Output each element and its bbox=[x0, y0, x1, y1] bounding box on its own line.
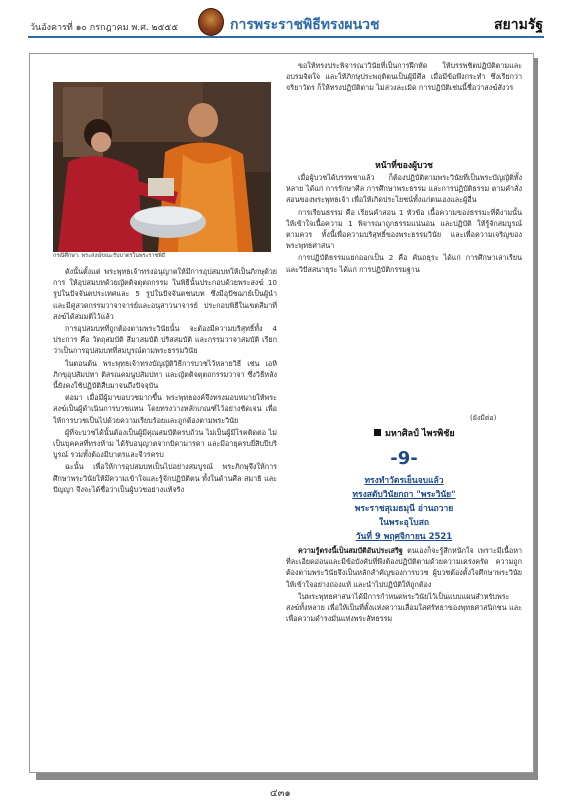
left-paragraph: การอุปสมบทที่ถูกต้องตามพระวินัยนั้น จะต้องมีความบริสุทธิ์ทั้ง 4 ประการ คือ วัตถุสมบัติ สีมาสมบัติ ปริสสมบัติ และกรรมวาจาสมบัติ เรียกว่าเป็นการอุปสมบทที่สมบูรณ์ตามพระธรรมวินัย bbox=[53, 324, 277, 356]
article-photo bbox=[53, 82, 271, 252]
issue-date: วันอังคารที่ ๑๐ กรกฎาคม พ.ศ. ๒๕๕๕ bbox=[30, 23, 179, 33]
chapter-paragraph: ในพระพุทธศาสนาได้มีการกำหนดพระวินัยไว้เป็นแบบแผนสำหรับพระสงฆ์ทั้งหลาย เพื่อให้เป็นที่ตั้งแห่งความเลื่อมใสศรัทธาของพุทธศาสนิกชน และเพื่อความดำรงมั่นแห่งพระสัทธรรม bbox=[286, 591, 522, 624]
chapter-title-line: ทรงทำวัตรเย็นจบแล้ว bbox=[364, 476, 444, 486]
photo-illustration bbox=[53, 82, 271, 252]
page-header bbox=[0, 0, 570, 40]
panel-shadow-bottom bbox=[36, 772, 538, 780]
section-title: การพระราชพิธีทรงผนวช bbox=[230, 17, 380, 33]
chapter-title-line: พระราชสุเมธมุนี อ่านถวาย bbox=[354, 504, 454, 514]
chapter-title-line: ทรงสดับวินัยกถา "พระวินัย" bbox=[352, 490, 456, 500]
header-rule bbox=[28, 36, 544, 38]
left-column bbox=[53, 266, 277, 760]
photo-caption: กรณีศึกษา: พระสงฆ์ขณะรับบาตรในพระราชพิธี bbox=[53, 253, 166, 259]
royal-emblem-icon bbox=[198, 8, 224, 36]
chapter-title bbox=[286, 474, 522, 544]
bullet-square-icon bbox=[374, 429, 381, 436]
left-paragraph: ต่อมา เมื่อมีผู้มาขอบวชมากขึ้น พระพุทธองค์จึงทรงมอบหมายให้พระสงฆ์เป็นผู้ดำเนินการบวชแทน โดยทรงวางหลักเกณฑ์ไว้อย่างชัดเจน เพื่อให้การบวชเป็นไปด้วยความเรียบร้อยและถูกต้องตามพระวินัย bbox=[53, 393, 277, 425]
left-paragraph: ฉะนั้น เพื่อให้การอุปสมบทเป็นไปอย่างสมบูรณ์ พระภิกษุจึงให้การศึกษาพระวินัยให้มีความเข้าใจและรู้จักปฏิบัติตน ทั้งในด้านศีล สมาธิ และปัญญา จึงจะได้ชื่อว่าเป็นผู้บวชอย่างแท้จริง bbox=[53, 462, 277, 494]
right-intro-column bbox=[286, 60, 522, 156]
page-number: ๔๓๑ bbox=[270, 788, 291, 799]
right-intro-paragraph: ขอให้ทรงประพิจารณาวินัยที่เป็นการฝึกหัด ให้บรรพชิตปฏิบัติตามและอบรมจิตใจ และให้ภิกษุประพฤติตนเป็นผู้มีศีล เมื่อมีข้อพึงกระทำ ซึ่งเรียกว่า จริยาวัตร ก็ให้ทรงปฏิบัติตาม ไม่ล่วงละเมิด การปฏิบัติเช่นนี้ชื่อว่าสงฆ์สังวร bbox=[286, 61, 522, 93]
author-byline bbox=[374, 426, 455, 440]
chapter-lead: ความรู้ตรงนี้เป็นสมบัติอันประเสริฐ bbox=[298, 546, 403, 555]
left-paragraph: ดังนั้นตั้งแต่ พระพุทธเจ้าทรงอนุญาตให้มีการอุปสมบทให้เป็นภิกษุด้วยการ ให้อุปสมบทด้วยญัตติจตุตถกรรม ในพิธีนั้นประกอบด้วยพระสงฆ์ 10 รูปในปัจจันตประเทศและ 5 รูปในปัจจันตชนบท ซึ่งมีอุปัชฌาย์เป็นผู้นำและมีคู่สวดกรรมวาจาจารย์และอนุสาวนาจารย์ ประกอบพิธีในเขตสีมาที่สงฆ์ได้สมมติไว้แล้ว bbox=[53, 267, 277, 321]
chapter-title-line: วันที่ 9 พฤศจิกายน 2521 bbox=[355, 532, 453, 542]
chapter-body-column bbox=[286, 545, 522, 760]
continued-note: (ยังมีต่อ) bbox=[470, 414, 497, 422]
left-paragraph: ผู้ที่จะบวชได้นั้นต้องเป็นผู้มีคุณสมบัติครบถ้วน ไม่เป็นผู้มีโรคติดต่อ ไม่เป็นบุคคลที่ทรงห้าม ได้รับอนุญาตจากบิดามารดา และมีอายุครบยี่สิบปีบริบูรณ์ รวมทั้งต้องมีบาตรและจีวรครบ bbox=[53, 427, 277, 460]
left-paragraph: ในตอนต้น พระพุทธเจ้าทรงบัญญัติวิธีการบวชไว้หลายวิธี เช่น เอหิภิกขุอุปสัมปทา ติสรณคมนูปสัมปทา และญัตติจตุตถกรรมวาจา ซึ่งวิธีหลังนี้ยังคงใช้ปฏิบัติสืบมาจนถึงปัจจุบัน bbox=[53, 358, 277, 391]
author-name: มหาศิลป์ ไพรพิชัย bbox=[385, 429, 455, 439]
duty-column bbox=[286, 172, 522, 424]
duty-paragraph: การเรียนธรรม คือ เรียนคำสอน 1 หัวข้อ เนื้อความของธรรมะที่ดีงามนั้น ให้เข้าใจเนื้อความ 1 พิจารณาถูกธรรมแน่นอน และปฏิบัติ ให้รู้จักสมบูรณ์ตามควร ทั้งนี้เพื่อความบริสุทธิ์ของพระธรรมวินัย และเพื่อความเจริญของพระพุทธศาสนา bbox=[286, 207, 522, 251]
chapter-paragraph-text: ตนเองก็จะรู้สึกหนักใจ เพราะมีเนื้อหาที่ละเอียดอ่อนและมีข้อบังคับที่พึงต้องปฏิบัติตามด้วยความเคร่งครัด ความถูกต้องตามพระวินัยจึงเป็นหลักสำคัญของการบวช ผู้บวชต้องตั้งใจศึกษาพระวินัยให้เข้าใจอย่างถ่องแท้ และนำไปปฏิบัติให้ถูกต้อง bbox=[286, 546, 522, 589]
chapter-paragraph bbox=[286, 545, 522, 590]
chapter-title-line: ในพระอุโบสถ bbox=[378, 518, 430, 528]
duty-paragraph: เมื่อผู้บวชได้บรรพชาแล้ว ก็ต้องปฏิบัติตามพระวินัยที่เป็นพระบัญญัติทั้งหลาย ได้แก่ การรักษาศีล การศึกษาพระธรรม และการปฏิบัติธรรม ตามคำสั่งสอนของพระพุทธเจ้า เพื่อให้เกิดประโยชน์ทั้งแก่ตนเองและผู้อื่น bbox=[286, 173, 522, 205]
duty-paragraph: การปฏิบัติธรรมแยกออกเป็น 2 คือ คันถธุระ ได้แก่ การศึกษาเล่าเรียน และวิปัสสนาธุระ ได้แก่ การปฏิบัติกรรมฐาน bbox=[286, 253, 522, 274]
chapter-number: -9- bbox=[390, 448, 418, 469]
newspaper-brand: สยามรัฐ bbox=[494, 17, 544, 33]
duty-heading: หน้าที่ของผู้บวช bbox=[375, 161, 433, 171]
